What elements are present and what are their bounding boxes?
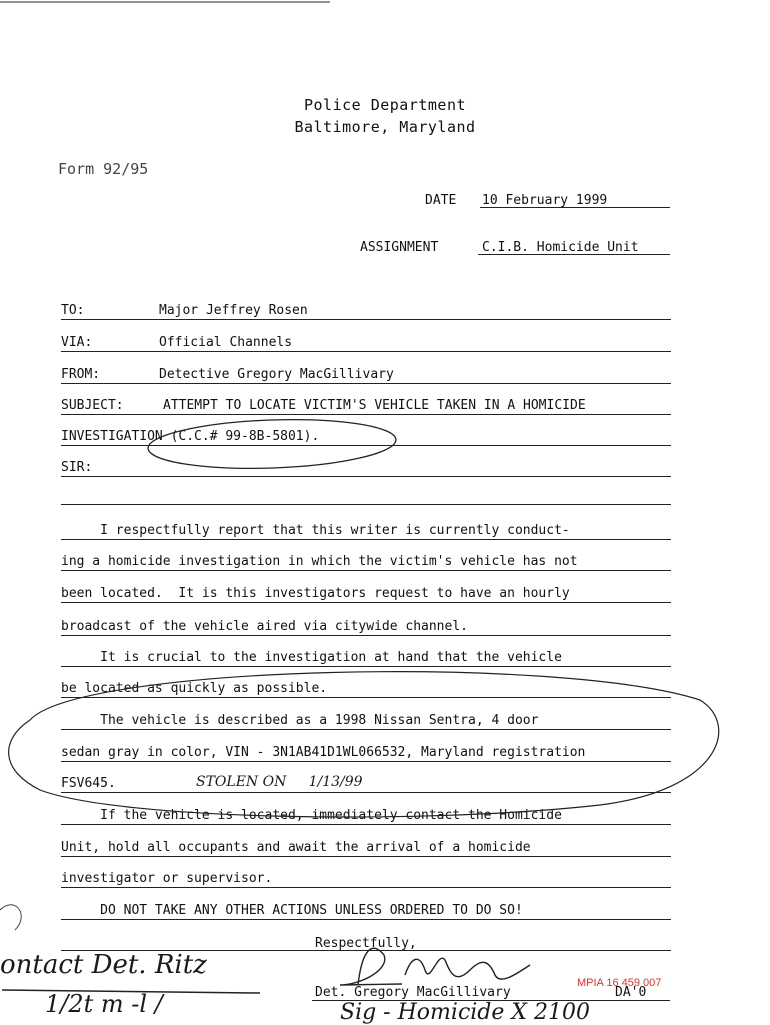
form-number: Form 92/95 [58,160,149,178]
body-line: I respectfully report that this writer is currently conduct- [61,523,671,540]
circled-case-number [147,416,397,473]
body-line: broadcast of the vehicle aired via citywide channel. [61,619,671,636]
body-line: be located as quickly as possible. [61,681,671,698]
signer-suffix: DA'0 [615,985,647,1000]
margin-mark [0,905,21,930]
to-value: Major Jeffrey Rosen [159,303,308,318]
subject-label: SUBJECT: [61,398,124,413]
handwritten-bottom-right: Sig - Homicide X 2100 [340,1000,591,1025]
department-city: Baltimore, Maryland [294,118,476,136]
signature-scribble [340,948,530,985]
body-line: If the vehicle is located, immediately contact the Homicide [61,808,671,825]
body-line: been located. It is this investigators request to have an hourly [61,586,671,603]
body-line: sedan gray in color, VIN - 3N1AB41D1WL066532, Maryland registration [61,745,671,762]
date-value: 10 February 1999 [482,193,608,208]
body-line: ing a homicide investigation in which the victim's vehicle has not [61,554,671,571]
handwritten-stolen-note: STOLEN ON 1/13/99 [196,774,363,790]
body-line: The vehicle is described as a 1998 Nissan Sentra, 4 door [61,713,671,730]
salutation: SIR: [61,460,93,475]
closing-respectfully: Respectfully, [315,936,417,951]
assignment-label: ASSIGNMENT [360,240,439,255]
assignment-value: C.I.B. Homicide Unit [482,240,639,255]
body-line: Unit, hold all occupants and await the arrival of a homicide [61,840,671,857]
handwritten-underline [2,990,260,993]
from-label: FROM: [61,367,101,382]
signer-name: Det. Gregory MacGillivary [315,985,511,1000]
body-line: FSV645. STOLEN ON 1/13/99 [61,776,671,793]
circled-vehicle-description [9,672,719,817]
via-value: Official Channels [159,335,293,350]
mpia-stamp: MPIA 16 459 007 [577,977,662,989]
date-label: DATE [425,193,457,208]
body-line: investigator or supervisor. [61,871,671,888]
department-name: Police Department [303,96,467,114]
handwritten-contact-note: ontact Det. Ritz [0,950,207,980]
handwritten-bottom-left: 1/2t m -l / [45,990,163,1018]
via-label: VIA: [61,335,93,350]
from-value: Detective Gregory MacGillivary [159,367,394,382]
subject-line-1: ATTEMPT TO LOCATE VICTIM'S VEHICLE TAKEN IN A HOMICIDE [163,398,586,413]
body-line-warning: DO NOT TAKE ANY OTHER ACTIONS UNLESS ORDERED TO DO SO! [61,903,671,920]
body-line: It is crucial to the investigation at hand that the vehicle [61,650,671,667]
to-label: TO: [61,303,85,318]
subject-line-2: INVESTIGATION (C.C.# 99-8B-5801). [61,429,320,444]
